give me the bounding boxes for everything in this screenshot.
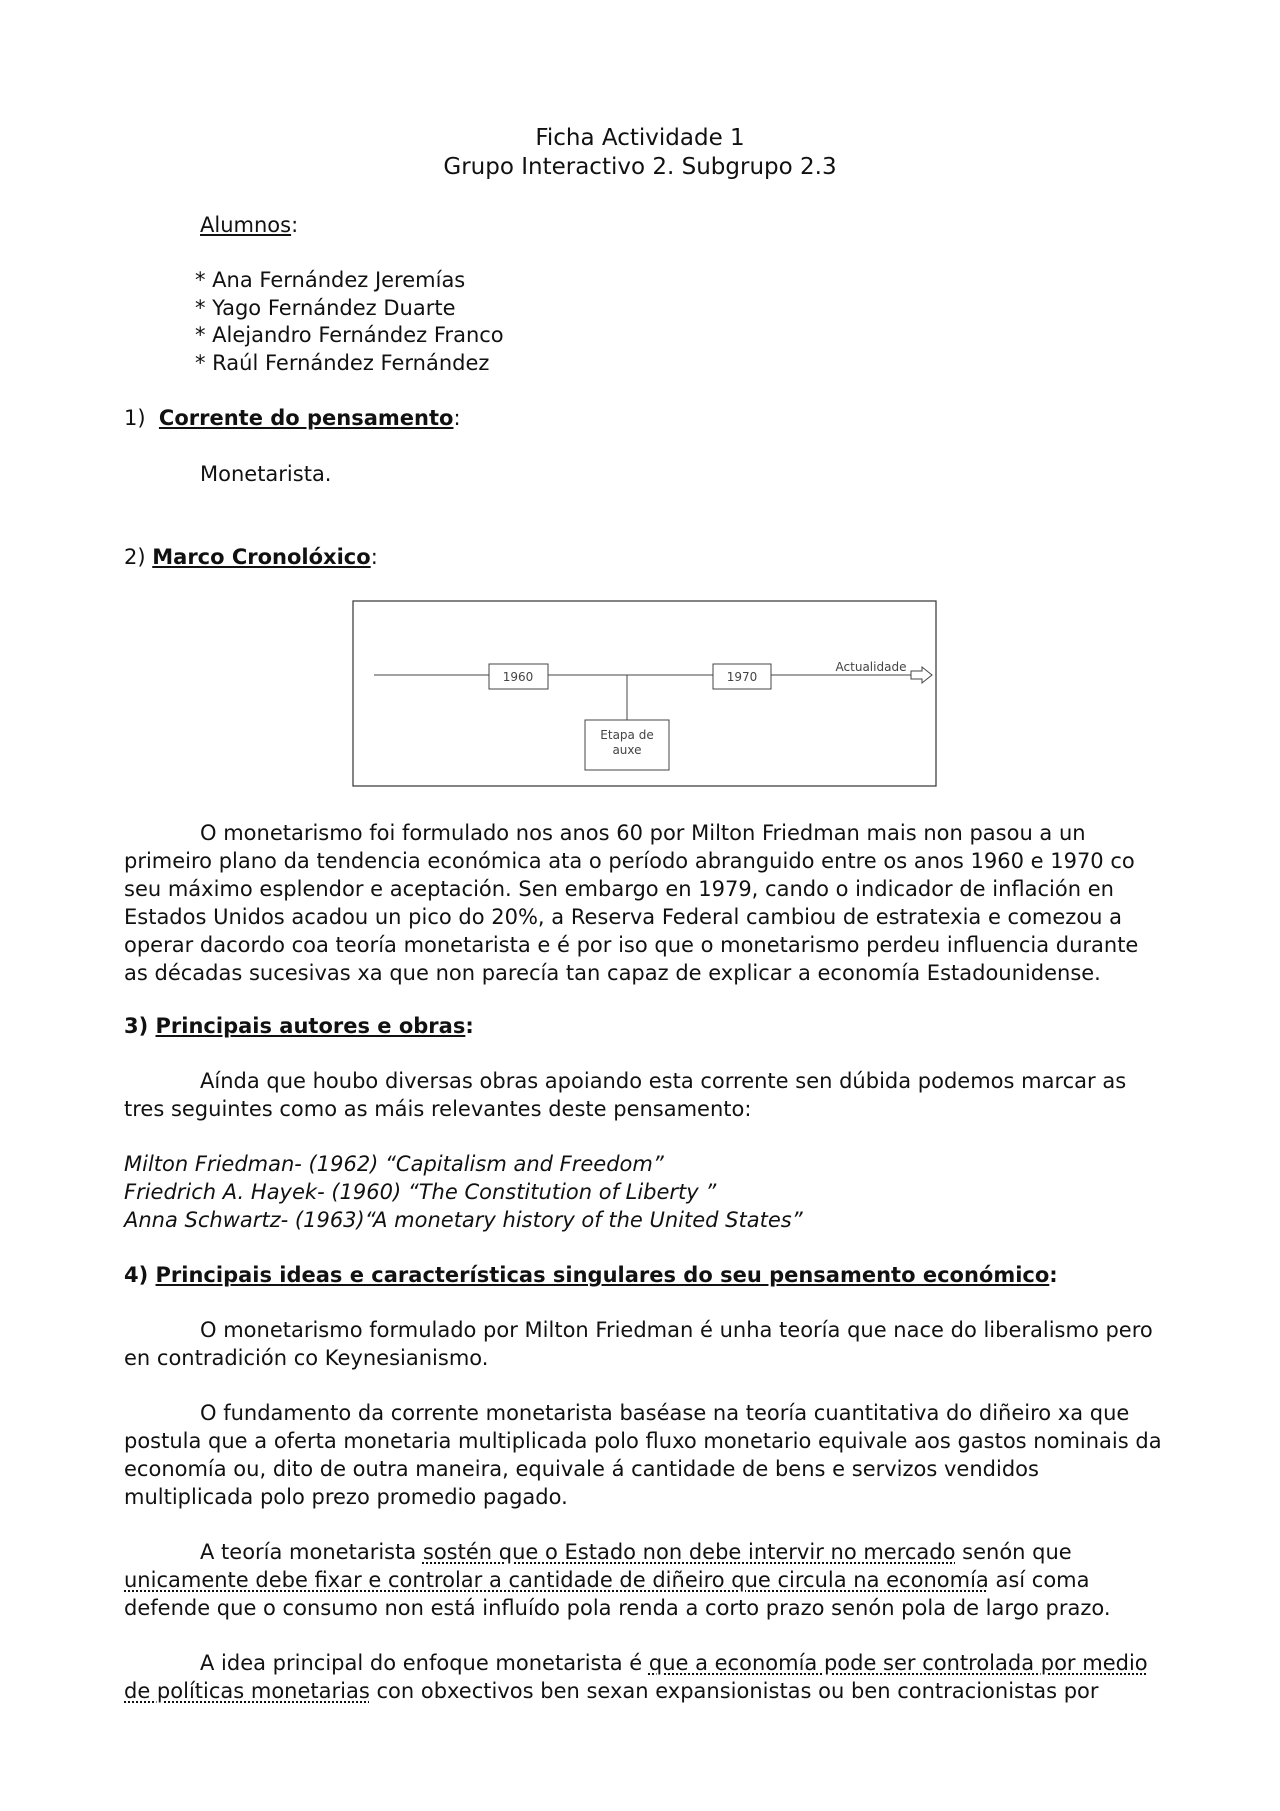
stage-label-line1: Etapa de bbox=[600, 728, 654, 742]
present-label: Actualidade bbox=[835, 660, 907, 674]
section4-paragraph-4 bbox=[124, 1649, 1164, 1705]
section2-paragraph bbox=[124, 819, 1164, 987]
section4-p1-text: O monetarismo formulado por Milton Friedman é unha teoría que nace do liberalismo pero en contradición co Keynesianismo. bbox=[124, 1318, 1153, 1370]
year-1970-label: 1970 bbox=[726, 670, 758, 684]
document-title: Ficha Actividade 1 bbox=[535, 125, 745, 151]
student-name: * Ana Fernández Jeremías bbox=[195, 268, 466, 292]
document-subtitle: Grupo Interactivo 2. Subgrupo 2.3 bbox=[443, 154, 837, 180]
section2-paragraph-text: O monetarismo foi formulado nos anos 60 por Milton Friedman mais non pasou a un primeiro plano da tendencia económica ata o período abranguido entre os anos 1960 e 1970 co seu máximo esplendor e aceptación. Sen embargo en 1979, cando o indicador de inflación en Estados Unidos acadou un pico do 20%, a Reserva Federal cambiou de estratexia e comezou a operar dacordo coa teoría monetarista e é por iso que o monetarismo perdeu influencia durante as décadas sucesivas xa que non parecía tan capaz de explicar a economía Estadounidense. bbox=[124, 821, 1139, 985]
student-name: * Alejandro Fernández Franco bbox=[195, 323, 504, 347]
p4-highlight: que a economía pode ser controlada por medio de políticas monetarias bbox=[124, 1651, 1148, 1703]
timeline-diagram bbox=[352, 600, 938, 788]
students-heading: Alumnos: bbox=[200, 213, 299, 237]
section3-intro bbox=[124, 1067, 1164, 1123]
section4-paragraph-3 bbox=[124, 1538, 1164, 1622]
section1-title: Corrente do pensamento bbox=[158, 406, 454, 430]
section3-title: Principais autores e obras bbox=[155, 1014, 466, 1038]
section1-heading: 1) Corrente do pensamento: bbox=[124, 406, 461, 430]
section4-p4-text bbox=[124, 1649, 1164, 1705]
section4-paragraph-1 bbox=[124, 1316, 1164, 1372]
section4-p2-text: O fundamento da corrente monetarista baséase na teoría cuantitativa do diñeiro xa que postula que a oferta monetaria multiplicada polo fluxo monetario equivale aos gastos nominais da economía ou, dito de outra maneira, equivale á cantidade de bens e servizos vendidos multiplicada polo prezo promedio pagado. bbox=[124, 1401, 1162, 1509]
section4-number: 4) bbox=[124, 1263, 149, 1287]
p3-text-e: así coma defende que o consumo non está influído pola renda a corto prazo senón pola de largo prazo. bbox=[124, 1568, 1111, 1620]
section3-heading: 3) Principais autores e obras: bbox=[124, 1014, 474, 1038]
section1-content: Monetarista. bbox=[200, 462, 332, 486]
student-name: * Raúl Fernández Fernández bbox=[195, 351, 490, 375]
p3-highlight-2: unicamente debe fixar e controlar a cantidade de diñeiro que circula na economía bbox=[124, 1568, 989, 1592]
work-item: Milton Friedman- (1962) “Capitalism and Freedom” bbox=[124, 1152, 664, 1176]
section4-title: Principais ideas e características singulares do seu pensamento económico bbox=[155, 1263, 1050, 1287]
p3-highlight-1: sostén que o Estado non debe intervir no mercado bbox=[422, 1540, 956, 1564]
work-item: Anna Schwartz- (1963)“A monetary history of the United States” bbox=[124, 1208, 803, 1232]
section2-title: Marco Cronolóxico bbox=[152, 545, 371, 569]
section1-number: 1) bbox=[124, 406, 146, 430]
p3-text-a: A teoría monetarista bbox=[200, 1540, 423, 1564]
work-item: Friedrich A. Hayek- (1960) “The Constitution of Liberty ” bbox=[124, 1180, 717, 1204]
p4-text-a: A idea principal do enfoque monetarista é bbox=[200, 1651, 649, 1675]
year-1960-label: 1960 bbox=[502, 670, 534, 684]
section3-intro-text: Aínda que houbo diversas obras apoiando esta corrente sen dúbida podemos marcar as tres seguintes como as máis relevantes deste pensamento: bbox=[124, 1069, 1127, 1121]
p4-text-c: con obxectivos ben sexan expansionistas ou ben contracionistas por bbox=[369, 1679, 1099, 1703]
student-name: * Yago Fernández Duarte bbox=[195, 296, 456, 320]
students-label: Alumnos bbox=[200, 213, 292, 237]
stage-label-line2: auxe bbox=[612, 743, 642, 757]
section2-heading: 2) Marco Cronolóxico: bbox=[124, 545, 378, 569]
section2-number: 2) bbox=[124, 545, 146, 569]
section3-number: 3) bbox=[124, 1014, 149, 1038]
section4-paragraph-2 bbox=[124, 1399, 1164, 1511]
section4-heading: 4) Principais ideas e características singulares do seu pensamento económico: bbox=[124, 1263, 1058, 1287]
p3-text-c: senón que bbox=[955, 1540, 1072, 1564]
section4-p3-text bbox=[124, 1538, 1164, 1622]
